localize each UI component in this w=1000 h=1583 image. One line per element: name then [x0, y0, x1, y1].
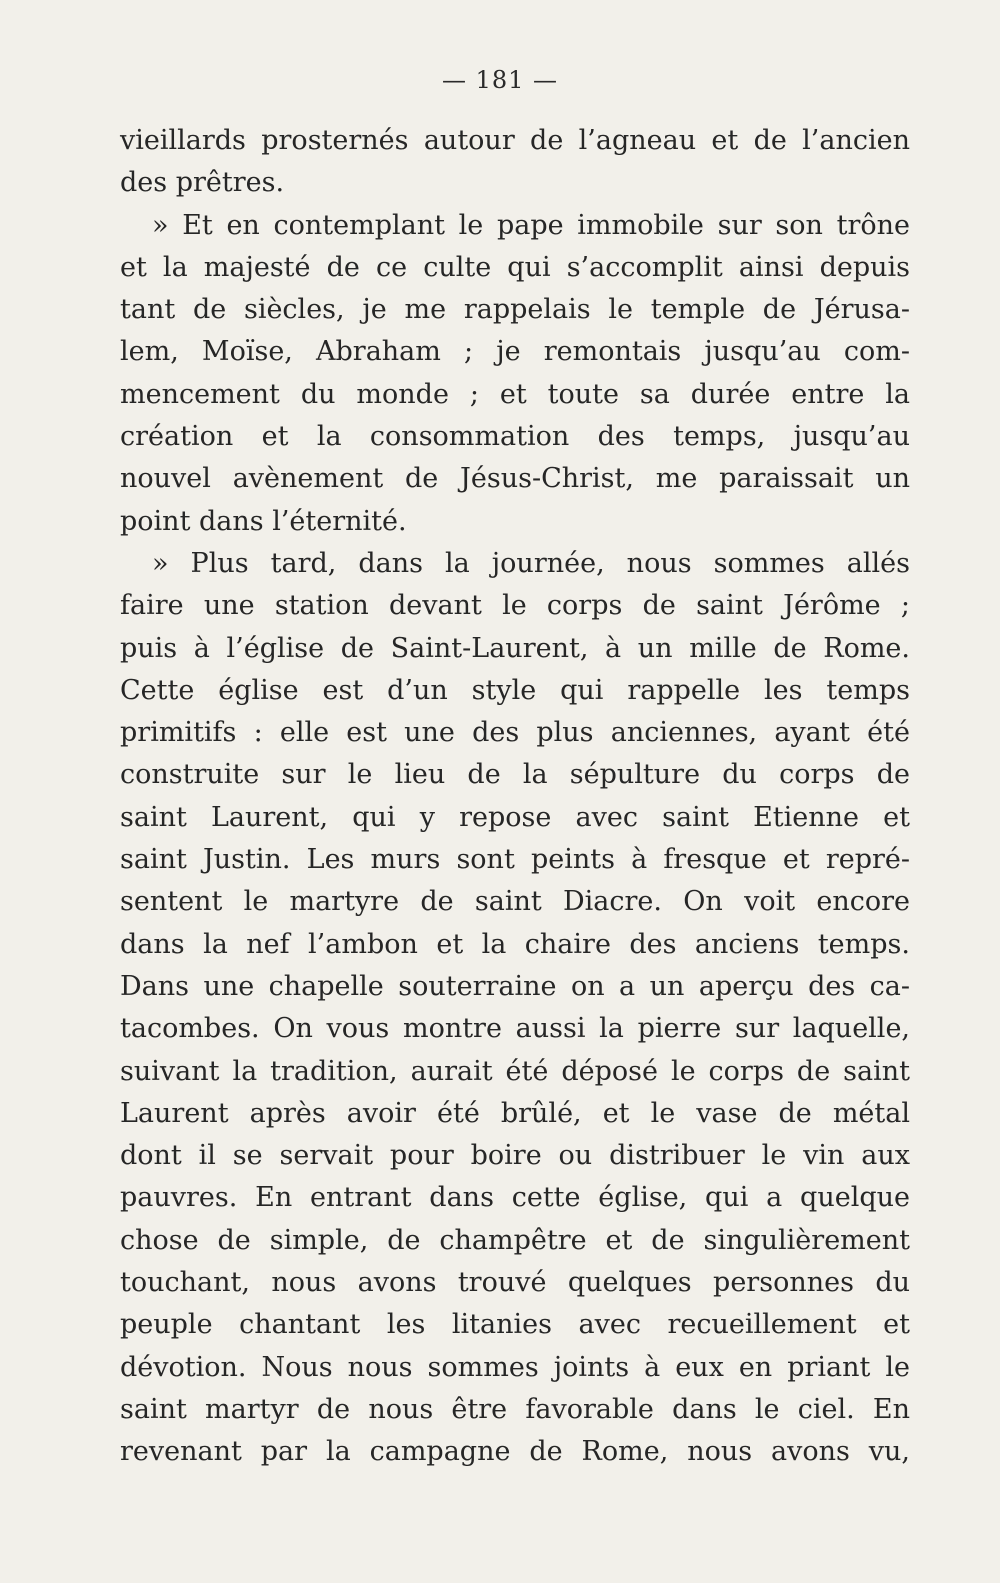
text-line: vieillards prosternés autour de l’agneau et de l’ancien [120, 125, 910, 156]
text-line: » Et en contemplant le pape immobile sur son trône [152, 209, 910, 241]
text-line: saint martyr de nous être favorable dans le ciel. En [120, 1393, 910, 1425]
text-line: tacombes. On vous montre aussi la pierre sur laquelle, [120, 1013, 910, 1045]
text-line: saint Laurent, qui y repose avec saint Etienne et [120, 801, 910, 833]
text-line: suivant la tradition, aurait été déposé le corps de saint [120, 1055, 910, 1087]
page-number-header: — 181 — [441, 66, 559, 94]
text-line: des prêtres. [120, 167, 285, 199]
text-line: tant de siècles, je me rappelais le temple de Jérusa- [120, 294, 910, 326]
text-line: faire une station devant le corps de saint Jérôme ; [120, 590, 910, 622]
text-line: dans la nef l’ambon et la chaire des anciens temps. [120, 928, 910, 960]
text-line: dévotion. Nous nous sommes joints à eux en priant le [120, 1351, 910, 1383]
text-line: dont il se servait pour boire ou distribuer le vin aux [120, 1140, 910, 1172]
text-line: création et la consommation des temps, jusqu’au [120, 421, 910, 453]
text-line: lem, Moïse, Abraham ; je remontais jusqu’au com- [120, 336, 910, 368]
text-line: » Plus tard, dans la journée, nous sommes allés [152, 547, 910, 579]
text-line: et la majesté de ce culte qui s’accomplit ainsi depuis [120, 251, 910, 283]
body-text [120, 120, 910, 1474]
text-line: peuple chantant les litanies avec recueillement et [120, 1309, 910, 1341]
text-line: puis à l’église de Saint-Laurent, à un mille de Rome. [120, 632, 910, 664]
text-line: sentent le martyre de saint Diacre. On voit encore [120, 886, 910, 918]
text-line: touchant, nous avons trouvé quelques personnes du [120, 1267, 910, 1299]
text-line: revenant par la campagne de Rome, nous avons vu, [120, 1436, 910, 1468]
text-line: Dans une chapelle souterraine on a un aperçu des ca- [120, 970, 910, 1002]
text-line: pauvres. En entrant dans cette église, qui a quelque [120, 1182, 910, 1214]
text-line: mencement du monde ; et toute sa durée entre la [120, 378, 910, 410]
text-line: nouvel avènement de Jésus-Christ, me paraissait un [120, 463, 910, 495]
text-line: chose de simple, de champêtre et de singulièrement [120, 1224, 910, 1256]
text-line: primitifs : elle est une des plus anciennes, ayant été [120, 717, 910, 749]
text-line: Laurent après avoir été brûlé, et le vase de métal [120, 1097, 910, 1129]
text-line: saint Justin. Les murs sont peints à fresque et repré- [120, 844, 910, 876]
text-line: construite sur le lieu de la sépulture du corps de [120, 759, 910, 791]
text-line: point dans l’éternité. [120, 505, 407, 537]
text-line: Cette église est d’un style qui rappelle les temps [120, 674, 910, 706]
